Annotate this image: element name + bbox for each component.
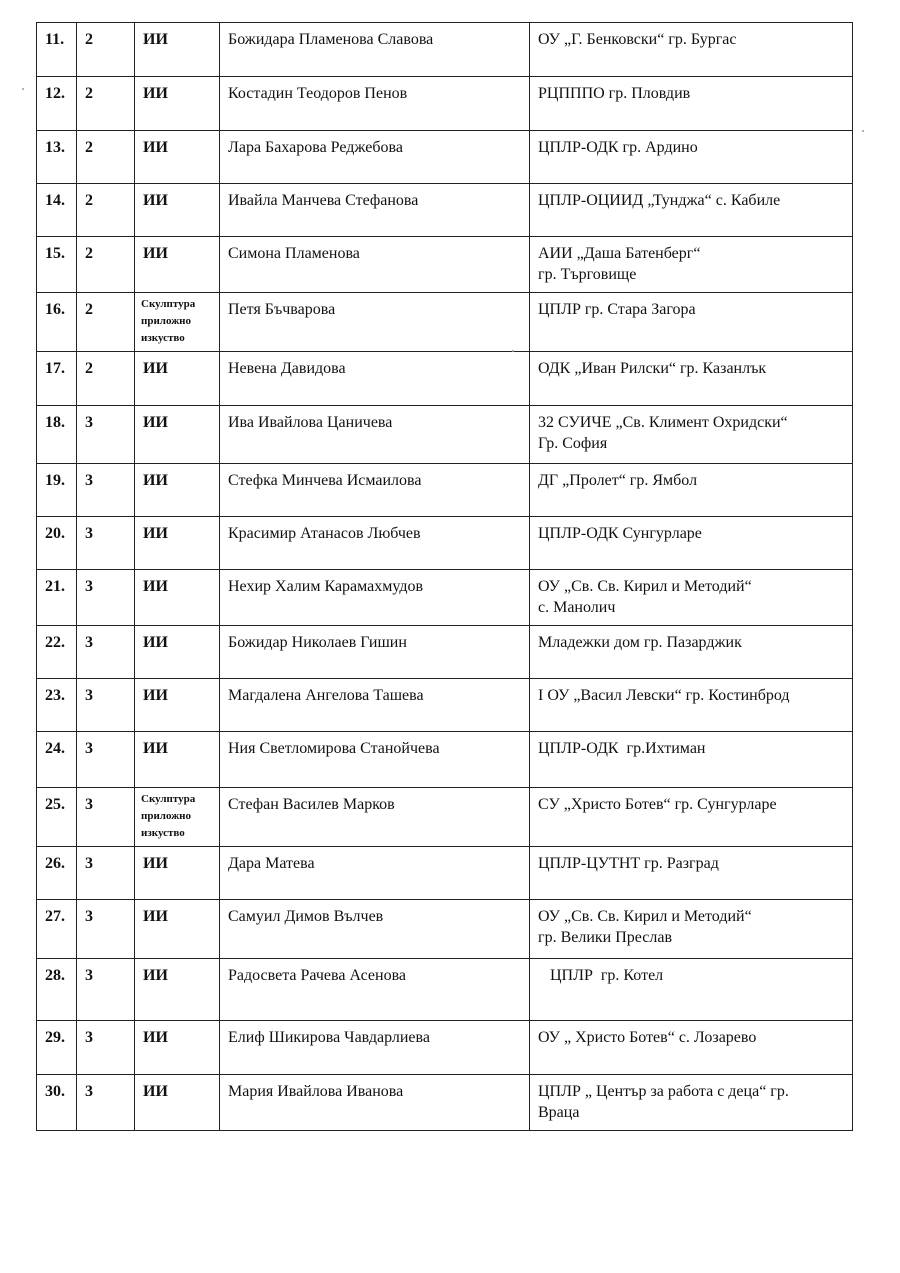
table-row (37, 626, 853, 679)
age-group: 3 (77, 406, 135, 464)
participant-name: Красимир Атанасов Любчев (220, 517, 530, 570)
category-line: ИИ (143, 908, 168, 925)
row-number: 27. (37, 900, 77, 959)
participant-name: Самуил Димов Вълчев (220, 900, 530, 959)
institution-line: ОУ „Св. Св. Кирил и Методий“ (538, 908, 752, 925)
row-number: 14. (37, 184, 77, 237)
institution-cell (530, 131, 853, 184)
institution-line: ОУ „Св. Св. Кирил и Методий“ (538, 578, 752, 595)
table-row (37, 847, 853, 900)
institution-line: ОУ „Г. Бенковски“ гр. Бургас (538, 31, 737, 48)
institution-cell (530, 464, 853, 517)
age-group: 2 (77, 237, 135, 293)
institution-line: 32 СУИЧЕ „Св. Климент Охридски“ (538, 414, 788, 431)
institution-line: ЦПЛР гр. Стара Загора (538, 301, 696, 318)
participant-name: Ния Светломирова Станойчева (220, 732, 530, 788)
participant-name: Ива Ивайлова Цаничева (220, 406, 530, 464)
institution-line: ОДК „Иван Рилски“ гр. Казанлък (538, 360, 767, 377)
table-row (37, 131, 853, 184)
participant-name: Дара Матева (220, 847, 530, 900)
institution-line: гр. Велики Преслав (538, 929, 673, 946)
category-line: ИИ (143, 85, 168, 102)
institution-cell (530, 959, 853, 1021)
category-line: ИИ (143, 360, 168, 377)
category-cell (135, 959, 220, 1021)
row-number: 30. (37, 1075, 77, 1131)
institution-line: ЦПЛР „ Център за работа с деца“ гр. (538, 1083, 789, 1100)
row-number: 21. (37, 570, 77, 626)
category-line: приложно (141, 315, 192, 327)
participant-name: Елиф Шикирова Чавдарлиева (220, 1021, 530, 1075)
institution-line: с. Манолич (538, 599, 616, 616)
age-group: 3 (77, 847, 135, 900)
category-line: ИИ (143, 192, 168, 209)
table-row (37, 23, 853, 77)
row-number: 22. (37, 626, 77, 679)
institution-cell (530, 293, 853, 352)
scan-speck (22, 88, 24, 90)
row-number: 23. (37, 679, 77, 732)
age-group: 2 (77, 352, 135, 406)
category-cell (135, 406, 220, 464)
participant-name: Божидар Николаев Гишин (220, 626, 530, 679)
age-group: 3 (77, 732, 135, 788)
institution-cell (530, 1021, 853, 1075)
age-group: 3 (77, 464, 135, 517)
institution-cell (530, 900, 853, 959)
scan-speck (512, 350, 514, 352)
category-cell (135, 1075, 220, 1131)
age-group: 2 (77, 23, 135, 77)
row-number: 17. (37, 352, 77, 406)
institution-cell (530, 1075, 853, 1131)
institution-line: ЦПЛР-ОЦИИД „Тунджа“ с. Кабиле (538, 192, 781, 209)
category-cell (135, 788, 220, 847)
age-group: 3 (77, 959, 135, 1021)
category-line: ИИ (143, 687, 168, 704)
category-cell (135, 77, 220, 131)
category-cell (135, 464, 220, 517)
institution-cell (530, 184, 853, 237)
participant-name: Петя Бъчварова (220, 293, 530, 352)
category-line: ИИ (143, 634, 168, 651)
category-cell (135, 517, 220, 570)
institution-cell (530, 570, 853, 626)
table-row (37, 184, 853, 237)
table-row (37, 77, 853, 131)
institution-cell (530, 517, 853, 570)
row-number: 29. (37, 1021, 77, 1075)
institution-cell (530, 352, 853, 406)
institution-cell (530, 847, 853, 900)
table-row (37, 732, 853, 788)
category-cell (135, 1021, 220, 1075)
institution-line: Гр. София (538, 435, 608, 452)
institution-cell (530, 237, 853, 293)
category-line: ИИ (143, 139, 168, 156)
category-line: ИИ (143, 245, 168, 262)
table-body (37, 23, 853, 1131)
category-cell (135, 23, 220, 77)
participant-name: Мария Ивайлова Иванова (220, 1075, 530, 1131)
table-row (37, 352, 853, 406)
institution-cell (530, 626, 853, 679)
category-line: ИИ (143, 578, 168, 595)
category-line: Скулптура (141, 298, 196, 310)
row-number: 13. (37, 131, 77, 184)
category-cell (135, 352, 220, 406)
participant-name: Невена Давидова (220, 352, 530, 406)
category-line: ИИ (143, 31, 168, 48)
table-row (37, 900, 853, 959)
row-number: 11. (37, 23, 77, 77)
category-line: изкуство (141, 827, 185, 839)
participant-name: Божидара Пламенова Славова (220, 23, 530, 77)
participant-name: Лара Бахарова Реджебова (220, 131, 530, 184)
institution-line: I ОУ „Васил Левски“ гр. Костинброд (538, 687, 790, 704)
institution-cell (530, 732, 853, 788)
institution-line: ДГ „Пролет“ гр. Ямбол (538, 472, 698, 489)
institution-cell (530, 788, 853, 847)
category-line: ИИ (143, 855, 168, 872)
participants-table (36, 22, 853, 1131)
institution-line: СУ „Христо Ботев“ гр. Сунгурларе (538, 796, 777, 813)
row-number: 18. (37, 406, 77, 464)
category-cell (135, 293, 220, 352)
table-row (37, 237, 853, 293)
institution-line: ОУ „ Христо Ботев“ с. Лозарево (538, 1029, 757, 1046)
table-row (37, 788, 853, 847)
row-number: 28. (37, 959, 77, 1021)
age-group: 3 (77, 626, 135, 679)
institution-line: ЦПЛР гр. Котел (538, 967, 664, 984)
age-group: 3 (77, 517, 135, 570)
row-number: 25. (37, 788, 77, 847)
age-group: 3 (77, 1075, 135, 1131)
category-line: ИИ (143, 1083, 168, 1100)
row-number: 19. (37, 464, 77, 517)
institution-line: гр. Търговище (538, 266, 637, 283)
category-cell (135, 900, 220, 959)
table-row (37, 959, 853, 1021)
table-row (37, 464, 853, 517)
category-line: изкуство (141, 332, 185, 344)
institution-line: ЦПЛР-ОДК Сунгурларе (538, 525, 702, 542)
institution-line: Враца (538, 1104, 580, 1121)
institution-cell (530, 406, 853, 464)
table-row (37, 1021, 853, 1075)
category-cell (135, 732, 220, 788)
category-line: ИИ (143, 414, 168, 431)
age-group: 3 (77, 788, 135, 847)
category-cell (135, 626, 220, 679)
row-number: 24. (37, 732, 77, 788)
row-number: 20. (37, 517, 77, 570)
age-group: 3 (77, 900, 135, 959)
participant-name: Радосвета Рачева Асенова (220, 959, 530, 1021)
category-cell (135, 847, 220, 900)
category-cell (135, 570, 220, 626)
age-group: 2 (77, 184, 135, 237)
category-line: ИИ (143, 740, 168, 757)
institution-cell (530, 679, 853, 732)
participant-name: Стефан Василев Марков (220, 788, 530, 847)
institution-cell (530, 23, 853, 77)
category-line: ИИ (143, 525, 168, 542)
category-line: приложно (141, 810, 192, 822)
institution-line: РЦПППО гр. Пловдив (538, 85, 691, 102)
category-line: Скулптура (141, 793, 196, 805)
row-number: 16. (37, 293, 77, 352)
age-group: 3 (77, 570, 135, 626)
age-group: 3 (77, 1021, 135, 1075)
row-number: 12. (37, 77, 77, 131)
participant-name: Стефка Минчева Исмаилова (220, 464, 530, 517)
category-cell (135, 184, 220, 237)
category-line: ИИ (143, 1029, 168, 1046)
table-row (37, 406, 853, 464)
table-row (37, 1075, 853, 1131)
table-row (37, 293, 853, 352)
age-group: 2 (77, 77, 135, 131)
participant-name: Симона Пламенова (220, 237, 530, 293)
category-line: ИИ (143, 967, 168, 984)
institution-line: АИИ „Даша Батенберг“ (538, 245, 701, 262)
institution-cell (530, 77, 853, 131)
table-row (37, 517, 853, 570)
row-number: 26. (37, 847, 77, 900)
table-row (37, 679, 853, 732)
institution-line: Младежки дом гр. Пазарджик (538, 634, 742, 651)
category-line: ИИ (143, 472, 168, 489)
row-number: 15. (37, 237, 77, 293)
age-group: 3 (77, 679, 135, 732)
age-group: 2 (77, 131, 135, 184)
institution-line: ЦПЛР-ЦУТНТ гр. Разград (538, 855, 719, 872)
scan-speck (862, 130, 864, 132)
participant-name: Костадин Теодоров Пенов (220, 77, 530, 131)
category-cell (135, 237, 220, 293)
category-cell (135, 679, 220, 732)
age-group: 2 (77, 293, 135, 352)
institution-line: ЦПЛР-ОДК гр. Ардино (538, 139, 698, 156)
table-row (37, 570, 853, 626)
institution-line: ЦПЛР-ОДК гр.Ихтиман (538, 740, 706, 757)
participant-name: Нехир Халим Карамахмудов (220, 570, 530, 626)
participant-name: Ивайла Манчева Стефанова (220, 184, 530, 237)
participant-name: Магдалена Ангелова Ташева (220, 679, 530, 732)
category-cell (135, 131, 220, 184)
